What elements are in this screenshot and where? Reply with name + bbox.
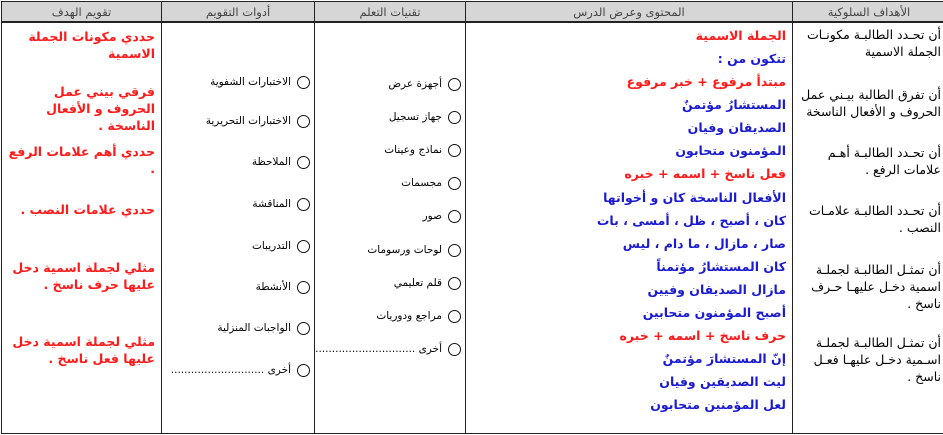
tool-option[interactable] [166, 195, 310, 213]
objectives-cell [793, 22, 943, 434]
tool-label: الاختبارات الشفوية [210, 76, 291, 88]
content-line: المستشارُ مؤتمنٌ [681, 97, 786, 112]
content-line: الصديقان وفيان [687, 120, 786, 135]
technique-label: مجسمات [401, 177, 442, 189]
tool-option[interactable] [166, 361, 310, 379]
content-line: صار ، مازال ، ما دام ، ليس [622, 236, 786, 251]
body-row [2, 22, 943, 434]
content-line: لعل المؤمنين متحابون [650, 397, 786, 412]
evaluation-item: مثلي لجملة اسمية دخل عليها حرف ناسخ . [12, 260, 155, 292]
header-objectives: الأهداف السلوكية [793, 2, 943, 23]
technique-option[interactable] [319, 174, 461, 192]
technique-label: مراجع ودوريات [376, 310, 442, 322]
tool-option[interactable] [166, 112, 310, 130]
header-evaluation: تقويم الهدف [2, 2, 162, 23]
evaluation-item: مثلي لجملة اسمية دخل عليها فعل ناسخ . [12, 334, 155, 366]
technique-option[interactable] [319, 207, 461, 225]
content-line: الجملة الاسمية [695, 28, 786, 43]
radio-button-icon[interactable] [448, 244, 461, 257]
technique-label: لوحات ورسومات [367, 244, 442, 256]
tool-option[interactable] [166, 278, 310, 296]
radio-button-icon[interactable] [297, 115, 310, 128]
objective-item: أن تحـدد الطالبـة مكونـات الجملة الاسمية [807, 27, 941, 59]
objective-item: أن تمثـل الطالبـة لجملـة اسـمية دخـل عليهـا فعـل ناسخ . [813, 335, 941, 384]
technique-label: صور [422, 210, 442, 222]
tool-label: الأنشطة [255, 281, 291, 293]
lesson-plan-table [1, 1, 943, 434]
content-line: أصبح المؤمنون متحابين [642, 305, 786, 320]
content-line: كان المستشارُ مؤتمناً [656, 259, 786, 274]
technique-option[interactable] [319, 241, 461, 259]
radio-button-icon[interactable] [297, 240, 310, 253]
technique-label: قلم تعليمي [393, 277, 442, 289]
tool-label: الملاحظة [251, 156, 291, 168]
technique-label: جهاز تسجيل [388, 111, 442, 123]
header-content: المحتوى وعرض الدرس [466, 2, 793, 23]
content-line: مازال الصديقان وفيين [647, 282, 786, 297]
header-tools: أدوات التقويم [162, 2, 315, 23]
technique-option[interactable] [319, 75, 461, 93]
tool-label: أخرى ............................ [170, 364, 291, 376]
radio-button-icon[interactable] [297, 76, 310, 89]
technique-option[interactable] [315, 340, 461, 358]
radio-button-icon[interactable] [448, 343, 461, 356]
radio-button-icon[interactable] [297, 281, 310, 294]
evaluation-item: حددي مكونات الجملة الاسمية [28, 29, 155, 61]
content-line: مبتدأ مرفوع + خبر مرفوع [626, 74, 786, 89]
tool-option[interactable] [166, 237, 310, 255]
radio-button-icon[interactable] [297, 198, 310, 211]
radio-button-icon[interactable] [448, 177, 461, 190]
technique-option[interactable] [319, 307, 461, 325]
objective-item: أن تمثـل الطالبـة لجملـة اسمية دخـل عليهـا حـرف ناسخ . [811, 262, 941, 311]
tool-label: التدريبات [251, 240, 291, 252]
radio-button-icon[interactable] [448, 78, 461, 91]
objective-item: أن تفرق الطالبة بيـني عمل الحروف و الأفعال الناسخة [801, 87, 941, 119]
content-line: ليت الصديقين وفيان [659, 374, 786, 389]
content-line: فعل ناسخ + اسمه + خبره [624, 166, 786, 181]
tool-label: المناقشة [252, 198, 291, 210]
tool-label: الواجبات المنزلية [217, 322, 291, 334]
radio-button-icon[interactable] [448, 210, 461, 223]
tools-cell [162, 22, 315, 434]
technique-label: نماذج وعينات [384, 144, 442, 156]
radio-button-icon[interactable] [448, 310, 461, 323]
evaluation-item: فرقي بيني عمل الحروف و الأفعال الناسخة . [46, 84, 155, 133]
content-cell [466, 22, 793, 434]
content-line: تتكون من : [717, 51, 786, 66]
radio-button-icon[interactable] [448, 111, 461, 124]
header-row [2, 2, 943, 23]
tool-label: الاختبارات التحريرية [205, 115, 291, 127]
radio-button-icon[interactable] [297, 156, 310, 169]
tool-option[interactable] [166, 153, 310, 171]
evaluation-cell [2, 22, 162, 434]
radio-button-icon[interactable] [448, 144, 461, 157]
techniques-cell [315, 22, 466, 434]
content-line: كان ، أصبح ، ظل ، أمسى ، بات [596, 213, 786, 228]
content-line: الأفعال الناسخة كان و أخواتها [603, 190, 786, 205]
technique-option[interactable] [319, 141, 461, 159]
technique-label: أخرى .............................. [315, 343, 442, 355]
technique-option[interactable] [319, 274, 461, 292]
tool-option[interactable] [166, 319, 310, 337]
technique-option[interactable] [319, 108, 461, 126]
evaluation-item: حددي علامات النصب . [20, 202, 155, 217]
radio-button-icon[interactable] [297, 322, 310, 335]
content-line: حرف ناسخ + اسمه + خبره [619, 328, 786, 343]
content-line: المؤمنون متحابون [675, 143, 786, 158]
radio-button-icon[interactable] [297, 364, 310, 377]
header-techniques: تقنيات التعلم [315, 2, 466, 23]
objective-item: أن تحـدد الطالبـة أهـم علامات الرفع . [827, 145, 941, 177]
evaluation-item: حددي أهم علامات الرفع . [8, 144, 155, 176]
tool-option[interactable] [166, 73, 310, 91]
content-line: إنّ المستشارَ مؤتمنٌ [662, 351, 786, 366]
objective-item: أن تحـدد الطالبـة علامـات النصب . [808, 203, 941, 235]
technique-label: أجهزة عرض [388, 78, 442, 90]
radio-button-icon[interactable] [448, 277, 461, 290]
